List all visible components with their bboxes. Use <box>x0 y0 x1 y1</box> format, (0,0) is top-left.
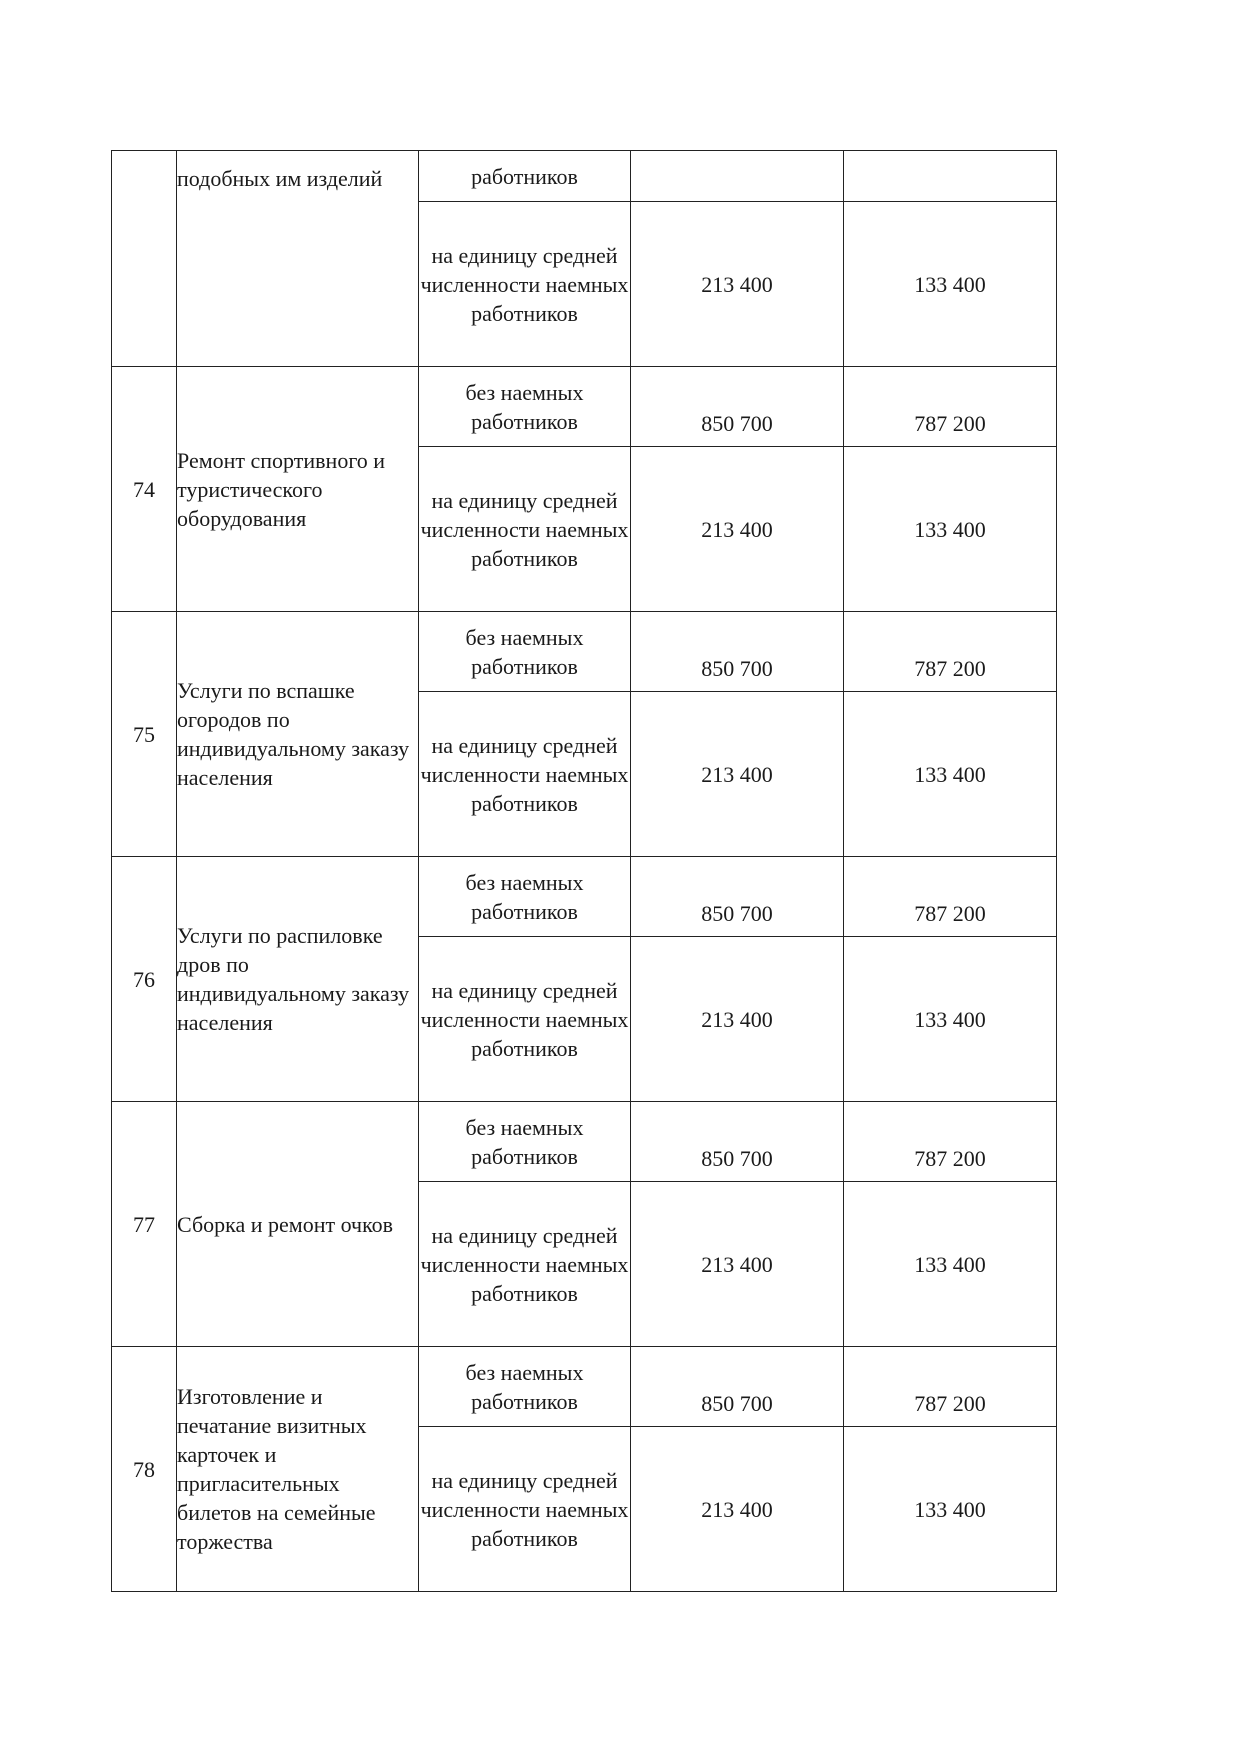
service-name: Ремонт спортивного и туристического оборудования <box>177 367 419 612</box>
service-name: Услуги по вспашке огородов по индивидуальному заказу населения <box>177 612 419 857</box>
worker-category: без наемных работников <box>419 857 631 937</box>
service-name: Сборка и ремонт очков <box>177 1102 419 1347</box>
value-col-1: 213 400 <box>631 447 844 612</box>
service-name: Услуги по распиловке дров по индивидуальному заказу населения <box>177 857 419 1102</box>
value-col-1: 213 400 <box>631 1427 844 1592</box>
worker-category: на единицу средней численности наемных работников <box>419 447 631 612</box>
value-col-1: 213 400 <box>631 937 844 1102</box>
value-col-1: 213 400 <box>631 202 844 367</box>
value-col-2: 133 400 <box>844 937 1057 1102</box>
table-row <box>112 1347 1057 1427</box>
service-name: Изготовление и печатание визитных карточек и пригласительных билетов на семейные торжества <box>177 1347 419 1592</box>
worker-category: на единицу средней численности наемных работников <box>419 202 631 367</box>
value-col-1: 850 700 <box>631 1102 844 1182</box>
table-row <box>112 367 1057 447</box>
value-col-1: 850 700 <box>631 367 844 447</box>
value-col-1: 213 400 <box>631 1182 844 1347</box>
worker-category: на единицу средней численности наемных работников <box>419 1427 631 1592</box>
worker-category: на единицу средней численности наемных работников <box>419 937 631 1102</box>
value-col-1 <box>631 151 844 202</box>
table-row <box>112 1102 1057 1182</box>
value-col-2: 787 200 <box>844 367 1057 447</box>
value-col-2: 133 400 <box>844 692 1057 857</box>
value-col-2: 133 400 <box>844 202 1057 367</box>
value-col-2: 787 200 <box>844 1347 1057 1427</box>
worker-category: без наемных работников <box>419 1102 631 1182</box>
value-col-1: 850 700 <box>631 1347 844 1427</box>
row-number: 77 <box>112 1102 177 1347</box>
table-row <box>112 612 1057 692</box>
value-col-2: 133 400 <box>844 1427 1057 1592</box>
worker-category: без наемных работников <box>419 612 631 692</box>
worker-category: без наемных работников <box>419 1347 631 1427</box>
value-col-2: 787 200 <box>844 857 1057 937</box>
value-col-2: 787 200 <box>844 1102 1057 1182</box>
worker-category: на единицу средней численности наемных работников <box>419 1182 631 1347</box>
value-col-1: 213 400 <box>631 692 844 857</box>
table-row <box>112 151 1057 202</box>
tariff-table <box>111 150 1057 1592</box>
service-name: подобных им изделий <box>177 151 419 367</box>
row-number: 76 <box>112 857 177 1102</box>
row-number: 74 <box>112 367 177 612</box>
value-col-1: 850 700 <box>631 612 844 692</box>
table-row <box>112 857 1057 937</box>
worker-category: на единицу средней численности наемных работников <box>419 692 631 857</box>
value-col-1: 850 700 <box>631 857 844 937</box>
worker-category: без наемных работников <box>419 367 631 447</box>
value-col-2: 133 400 <box>844 1182 1057 1347</box>
value-col-2: 133 400 <box>844 447 1057 612</box>
value-col-2: 787 200 <box>844 612 1057 692</box>
worker-category: работников <box>419 151 631 202</box>
row-number: 75 <box>112 612 177 857</box>
row-number <box>112 151 177 367</box>
row-number: 78 <box>112 1347 177 1592</box>
value-col-2 <box>844 151 1057 202</box>
